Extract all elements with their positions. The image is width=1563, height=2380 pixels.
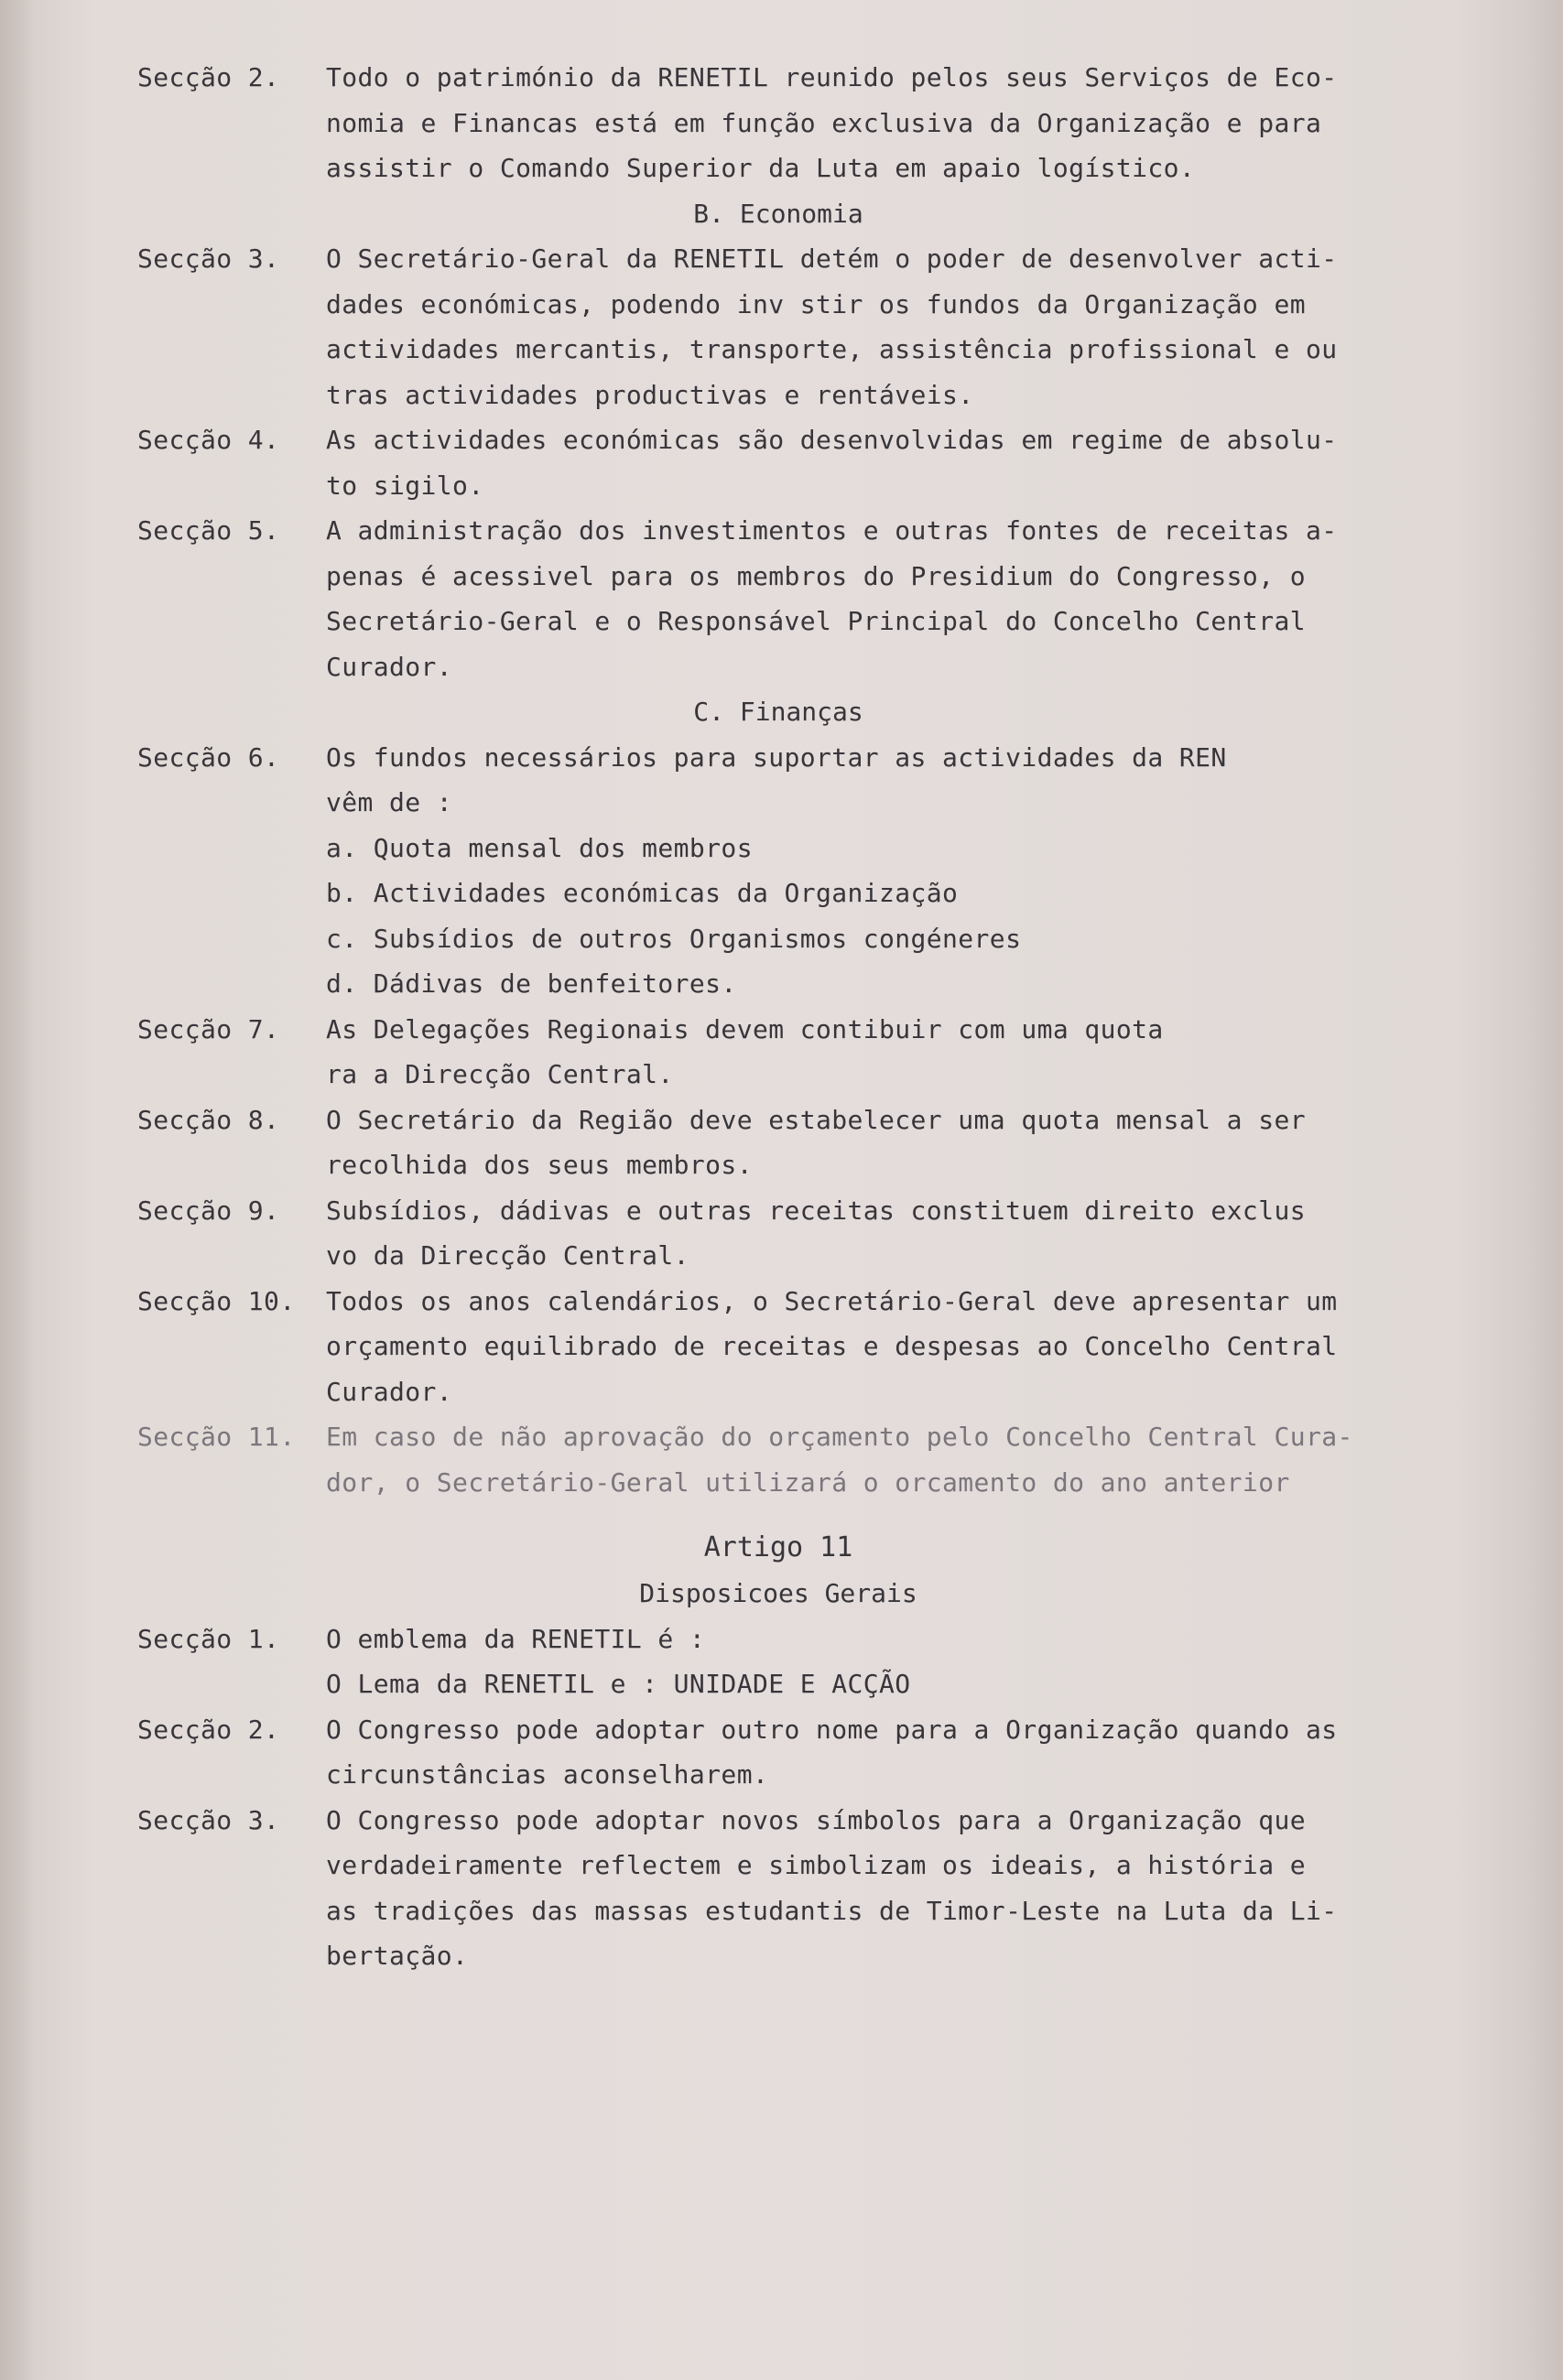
text-line: dades económicas, podendo inv stir os fundos da Organização em <box>326 288 1306 319</box>
article-title: Artigo 11 <box>703 1531 853 1563</box>
text-line: assistir o Comando Superior da Luta em apaio logístico. <box>326 153 1196 183</box>
section-label: Secção 6. <box>137 741 280 773</box>
subheading: C. Finanças <box>693 697 863 727</box>
text-line: Todo o património da RENETIL reunido pelos seus Serviços de Eco- <box>326 62 1338 92</box>
text-line: vo da Direcção Central. <box>326 1240 689 1271</box>
text-line: verdadeiramente reflectem e simbolizam os ideais, a história e <box>326 1850 1306 1880</box>
text-line: Curador. <box>326 1376 453 1407</box>
document-body <box>137 55 1438 1979</box>
text-line: dor, o Secretário-Geral utilizará o orcamento do ano anterior <box>326 1466 1290 1498</box>
text-line: Curador. <box>326 651 453 682</box>
section-3 <box>137 417 1438 508</box>
text-line: Subsídios, dádivas e outras receitas constituem direito exclus <box>326 1195 1306 1226</box>
text-line: actividades mercantis, transporte, assistência profissional e ou <box>326 334 1338 364</box>
section-14 <box>137 1707 1438 1798</box>
section-10 <box>137 1279 1438 1415</box>
text-line: Em caso de não aprovação do orçamento pelo Concelho Central Cura- <box>326 1422 1353 1452</box>
text-line: circunstâncias aconselharem. <box>326 1759 769 1790</box>
text-line: ra a Direcção Central. <box>326 1059 674 1089</box>
section-text <box>326 417 1438 508</box>
section-text <box>326 1188 1438 1279</box>
section-label: Secção 2. <box>137 62 280 92</box>
section-label: Secção 1. <box>137 1623 280 1654</box>
section-label: Secção 5. <box>137 515 280 546</box>
text-line: As Delegações Regionais devem contibuir com uma quota <box>326 1013 1164 1044</box>
section-text <box>326 735 1438 1007</box>
text-line: orçamento equilibrado de receitas e despesas ao Concelho Central <box>326 1331 1338 1361</box>
section-6 <box>137 735 1438 1007</box>
section-label: Secção 2. <box>137 1714 280 1745</box>
text-line: nomia e Financas está em função exclusiva da Organização e para <box>326 107 1322 138</box>
text-line: as tradições das massas estudantis de Timor-Leste na Luta da Li- <box>326 1895 1338 1926</box>
text-line: c. Subsídios de outros Organismos congéneres <box>326 923 1022 954</box>
section-2 <box>137 236 1438 417</box>
section-9 <box>137 1188 1438 1279</box>
text-line: Todos os anos calendários, o Secretário-Geral deve apresentar um <box>326 1285 1338 1316</box>
section-text <box>326 55 1438 191</box>
text-line: tras actividades productivas e rentáveis. <box>326 379 974 410</box>
section-text <box>326 236 1438 417</box>
section-label: Secção 11. <box>137 1422 296 1452</box>
text-line: O Lema da RENETIL e : UNIDADE E ACÇÃO <box>326 1669 911 1699</box>
text-line: O Congresso pode adoptar novos símbolos para a Organização que <box>326 1804 1306 1835</box>
text-line: O Secretário-Geral da RENETIL detém o poder de desenvolver acti- <box>326 243 1338 274</box>
section-label: Secção 8. <box>137 1104 280 1135</box>
section-0 <box>137 55 1438 191</box>
section-4 <box>137 508 1438 689</box>
section-text <box>326 508 1438 689</box>
section-label: Secção 4. <box>137 425 280 455</box>
text-line: O Congresso pode adoptar outro nome para a Organização quando as <box>326 1714 1338 1745</box>
text-line: Secretário-Geral e o Responsável Principal do Concelho Central <box>326 606 1306 636</box>
text-line: penas é acessivel para os membros do Presidium do Congresso, o <box>326 560 1306 591</box>
text-line: Os fundos necessários para suportar as actividades da REN <box>326 741 1227 773</box>
section-label: Secção 10. <box>137 1285 296 1316</box>
text-line: d. Dádivas de benfeitores. <box>326 968 737 999</box>
section-text <box>326 1414 1438 1505</box>
article-subtitle: Disposicoes Gerais <box>639 1578 917 1608</box>
text-line: to sigilo. <box>326 470 484 501</box>
subheading: B. Economia <box>693 198 863 229</box>
section-8 <box>137 1098 1438 1188</box>
section-15 <box>137 1798 1438 1979</box>
section-label: Secção 7. <box>137 1013 280 1044</box>
text-line: As actividades económicas são desenvolvidas em regime de absolu- <box>326 425 1338 455</box>
section-label: Secção 3. <box>137 1804 280 1835</box>
text-line: O Secretário da Região deve estabelecer uma quota mensal a ser <box>326 1104 1306 1135</box>
section-label: Secção 3. <box>137 243 280 274</box>
section-text <box>326 1279 1438 1415</box>
section-text <box>326 1007 1438 1098</box>
section-text <box>326 1617 1438 1707</box>
section-text <box>326 1707 1438 1798</box>
section-label: Secção 9. <box>137 1195 280 1226</box>
text-line: b. Actividades económicas da Organização <box>326 878 959 908</box>
section-7 <box>137 1007 1438 1098</box>
text-line: O emblema da RENETIL é : <box>326 1623 706 1654</box>
text-line: a. Quota mensal dos membros <box>326 832 753 863</box>
text-line: bertação. <box>326 1941 469 1971</box>
text-line: recolhida dos seus membros. <box>326 1150 753 1180</box>
section-text <box>326 1098 1438 1188</box>
section-13 <box>137 1617 1438 1707</box>
text-line: A administração dos investimentos e outras fontes de receitas a- <box>326 515 1338 546</box>
section-11 <box>137 1414 1438 1505</box>
section-text <box>326 1798 1438 1979</box>
text-line: vêm de : <box>326 787 453 817</box>
